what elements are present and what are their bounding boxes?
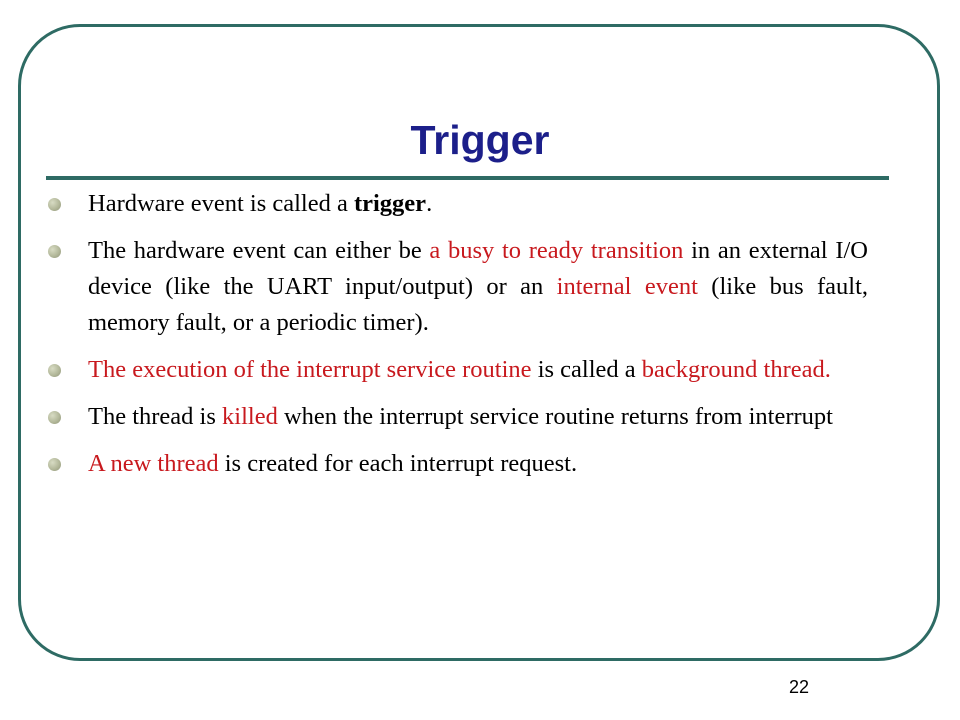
bullet-item (48, 446, 868, 482)
bullet-text-highlight: a busy to ready transition (429, 237, 684, 264)
bullet-item (48, 399, 868, 435)
bullet-icon (48, 198, 61, 211)
bullet-icon (48, 411, 61, 424)
bullet-text: Hardware event is called a (88, 190, 354, 217)
bullet-text: The thread is (88, 403, 223, 430)
bullet-text: in an external I/O device (like the UART input/output) or an (88, 237, 868, 300)
bullet-text: when the interrupt service routine returns from interrupt (277, 403, 833, 430)
bullet-icon (48, 245, 61, 258)
bullet-text: (like bus fault, memory fault, or a periodic timer). (88, 273, 869, 336)
bullet-list (48, 186, 868, 493)
bullet-text-highlight: A new thread (88, 450, 219, 477)
bullet-text: The hardware event can either be (88, 237, 430, 264)
bullet-text-highlight: background thread. (641, 356, 831, 383)
bullet-text-highlight: The execution of the interrupt service routine (88, 356, 532, 383)
bullet-item (48, 233, 868, 341)
bullet-item (48, 352, 868, 388)
page-number: 22 (789, 677, 810, 697)
bullet-text-highlight: killed (222, 403, 278, 430)
bullet-text: is called a (531, 356, 642, 383)
bullet-icon (48, 458, 61, 471)
bullet-item (48, 186, 868, 222)
bullet-text-highlight: internal event (556, 273, 698, 300)
bullet-text: is created for each interrupt request. (218, 450, 578, 477)
title-divider (46, 176, 889, 180)
slide-title: Trigger (410, 117, 550, 163)
bullet-icon (48, 364, 61, 377)
bullet-text: . (426, 190, 433, 217)
bullet-text-bold: trigger (353, 190, 427, 217)
